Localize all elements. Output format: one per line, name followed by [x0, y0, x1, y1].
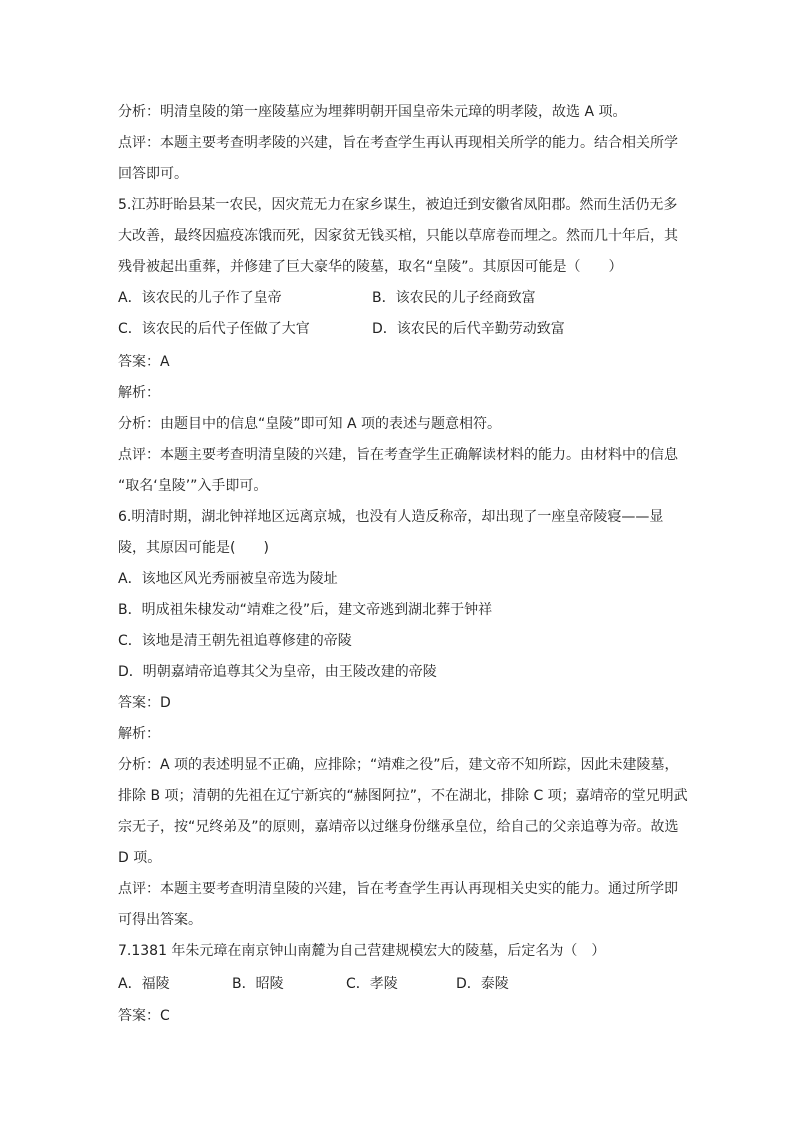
- q4-comment-line-1: 点评：本题主要考查明孝陵的兴建，旨在考查学生再认再现相关所学的能力。结合相关所学: [118, 135, 678, 151]
- q7-option-b: B．昭陵: [232, 976, 284, 992]
- q6-option-c: C．该地是清王朝先祖追尊修建的帝陵: [118, 633, 352, 649]
- q5-stem-line-1: 5.江苏盱眙县某一农民，因灾荒无力在家乡谋生，被迫迁到安徽省凤阳郡。然而生活仍无多: [118, 197, 678, 213]
- q5-comment-line-2: “取名‘皇陵’”入手即可。: [118, 478, 268, 494]
- q6-comment-line-2: 可得出答案。: [118, 912, 202, 928]
- q5-explain-label: 解析：: [118, 385, 160, 401]
- q5-comment-line-1: 点评：本题主要考查明清皇陵的兴建，旨在考查学生正确解读材料的能力。由材料中的信息: [118, 447, 678, 463]
- q5-option-d: D．该农民的后代辛勤劳动致富: [372, 321, 565, 337]
- q6-stem-line-1: 6.明清时期，湖北钟祥地区远离京城，也没有人造反称帝，却出现了一座皇帝陵寝——显: [118, 509, 664, 525]
- q7-option-c: C．孝陵: [346, 976, 398, 992]
- q7-option-d: D．泰陵: [456, 976, 509, 992]
- q6-option-d: D．明朝嘉靖帝追尊其父为皇帝，由王陵改建的帝陵: [118, 664, 437, 680]
- q6-analysis-line-1: 分析：A 项的表述明显不正确，应排除；“靖难之役”后，建文帝不知所踪，因此未建陵墓，: [118, 757, 679, 773]
- q6-analysis-line-2: 排除 B 项；清朝的先祖在辽宁新宾的“赫图阿拉”，不在湖北，排除 C 项；嘉靖帝的堂兄明武: [118, 788, 688, 804]
- q4-analysis: 分析：明清皇陵的第一座陵墓应为埋葬明朝开国皇帝朱元璋的明孝陵，故选 A 项。: [118, 104, 627, 120]
- q5-answer: 答案：A: [118, 354, 170, 370]
- q6-comment-line-1: 点评：本题主要考查明清皇陵的兴建，旨在考查学生再认再现相关史实的能力。通过所学即: [118, 881, 678, 897]
- q5-analysis: 分析：由题目中的信息“皇陵”即可知 A 项的表述与题意相符。: [118, 416, 501, 432]
- q5-option-a: A．该农民的儿子作了皇帝: [118, 290, 282, 306]
- q6-stem-line-2: 陵，其原因可能是( ): [118, 540, 269, 556]
- q6-analysis-line-4: D 项。: [118, 850, 162, 866]
- q6-answer: 答案：D: [118, 695, 171, 711]
- q5-option-b: B．该农民的儿子经商致富: [372, 290, 536, 306]
- q7-answer: 答案：C: [118, 1008, 170, 1024]
- q6-option-b: B．明成祖朱棣发动“靖难之役”后，建文帝逃到湖北葬于钟祥: [118, 602, 493, 618]
- q7-stem: 7.1381 年朱元璋在南京钟山南麓为自己营建规模宏大的陵墓，后定名为（ ）: [118, 943, 606, 959]
- q5-stem-line-2: 大改善，最终因瘟疫冻饿而死，因家贫无钱买棺，只能以草席卷而埋之。然而几十年后，其: [118, 228, 678, 244]
- q5-option-c: C．该农民的后代子侄做了大官: [118, 321, 310, 337]
- q5-stem-line-3: 残骨被起出重葬，并修建了巨大豪华的陵墓，取名“皇陵”。其原因可能是（ ）: [118, 259, 623, 275]
- q4-comment-line-2: 回答即可。: [118, 166, 188, 182]
- q6-option-a: A．该地区风光秀丽被皇帝选为陵址: [118, 571, 338, 587]
- q6-explain-label: 解析：: [118, 726, 160, 742]
- q6-analysis-line-3: 宗无子，按“兄终弟及”的原则，嘉靖帝以过继身份继承皇位，给自己的父亲追尊为帝。故选: [118, 819, 679, 835]
- q7-option-a: A．福陵: [118, 976, 170, 992]
